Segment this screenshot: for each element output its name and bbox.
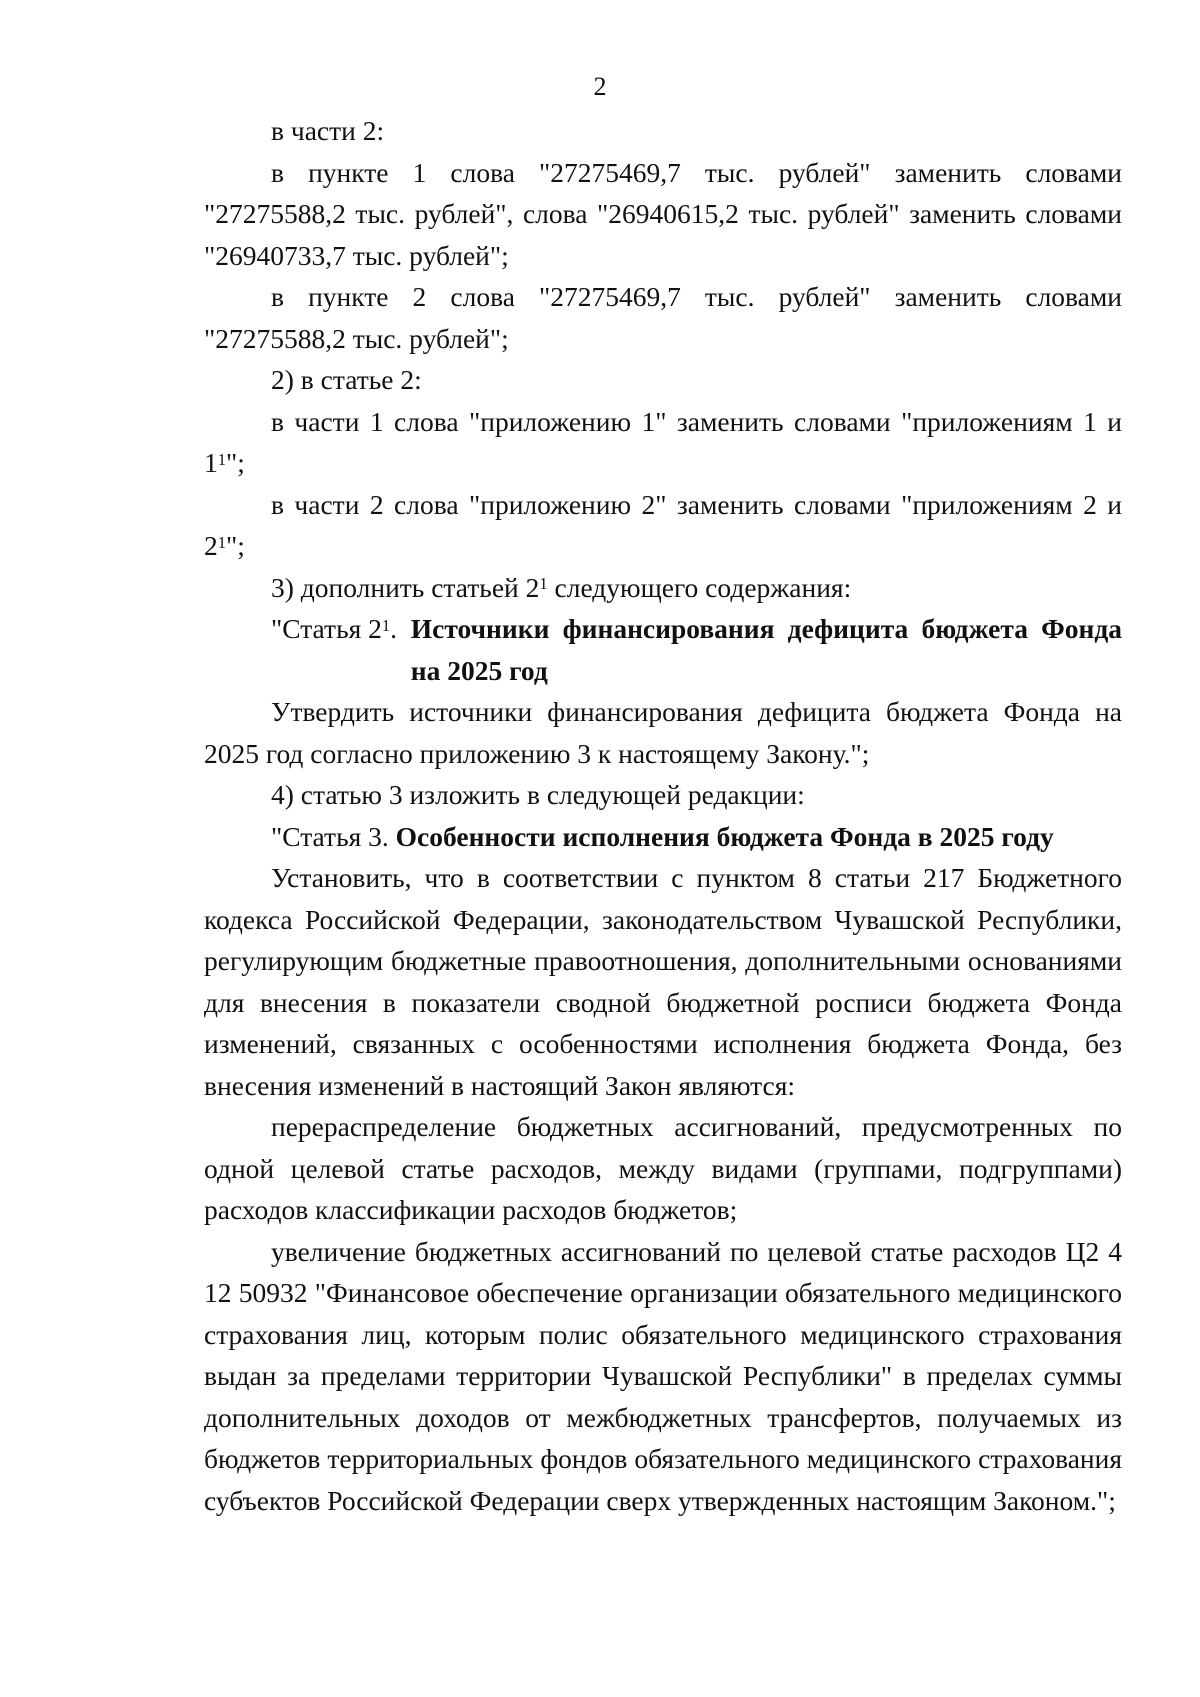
article-heading [204,608,1122,691]
paragraph: увеличение бюджетных ассигнований по целевой статье расходов Ц2 4 12 50932 "Финансовое обеспечение организации обязательного медицинского страхования лиц, которым полис обязательного медицинского страхования выдан за пределами территории Чувашской Республики" в пределах суммы дополнительных доходов от межбюджетных трансфертов, получаемых из бюджетов территориальных фондов обязательного медицинского страхования субъектов Российской Федерации сверх утвержденных настоящим Законом."; [204,1235,1122,1516]
document-body [204,110,1122,1521]
paragraph-text: "; [226,447,245,478]
paragraph [204,484,1122,567]
article-heading [204,816,1122,858]
article-dot: . [390,613,404,644]
paragraph [204,567,1122,609]
paragraph-text: в части 2 слова "приложению 2" заменить словами "приложениям 2 и 2 [204,488,1122,561]
paragraph: Установить, что в соответствии с пунктом 8 статьи 217 Бюджетного кодекса Российской Федерации, законодательством Чувашской Республики, регулирующим бюджетные правоотношения, дополнительными основаниями для внесения в показатели сводной бюджетной росписи бюджета Фонда изменений, связанных с особенностями исполнения бюджета Фонда, без внесения изменений в настоящий Закон являются: [204,862,1122,1101]
paragraph: в части 2: [271,115,385,146]
paragraph: перераспределение бюджетных ассигнований, предусмотренных по одной целевой статье расходов, между видами (группами, подгруппами) расходов классификации расходов бюджетов; [204,1111,1122,1225]
article-label: "Статья 2 [271,613,382,644]
paragraph-text: "; [226,530,245,561]
paragraph: в пункте 1 слова "27275469,7 тыс. рублей" заменить словами "27275588,2 тыс. рублей", слова "26940615,2 тыс. рублей" заменить словами "26940733,7 тыс. рублей"; [204,156,1122,271]
paragraph: Утвердить источники финансирования дефицита бюджета Фонда на 2025 год согласно приложению 3 к настоящему Закону."; [204,696,1122,769]
article-label: "Статья 3. [271,820,396,852]
paragraph [204,401,1122,484]
superscript: 1 [539,574,548,594]
superscript: 1 [217,449,226,469]
paragraph-text: 3) дополнить статьей 2 [271,571,540,603]
superscript: 1 [381,615,391,635]
paragraph-text: в части 1 слова "приложению 1" заменить словами "приложениям 1 и 1 [204,405,1122,478]
article-title: Источники финансирования дефицита бюджета Фонда на 2025 год [410,613,1122,686]
paragraph-text: следующего содержания: [547,571,852,603]
paragraph: 2) в статье 2: [271,364,422,395]
superscript: 1 [217,532,226,552]
paragraph: в пункте 2 слова "27275469,7 тыс. рублей" заменить словами "27275588,2 тыс. рублей"; [204,281,1122,354]
article-prefix [271,608,411,691]
paragraph: 4) статью 3 изложить в следующей редакции: [271,779,805,810]
article-title: Особенности исполнения бюджета Фонда в 2025 году [395,820,1054,852]
page-number: 2 [593,72,607,101]
